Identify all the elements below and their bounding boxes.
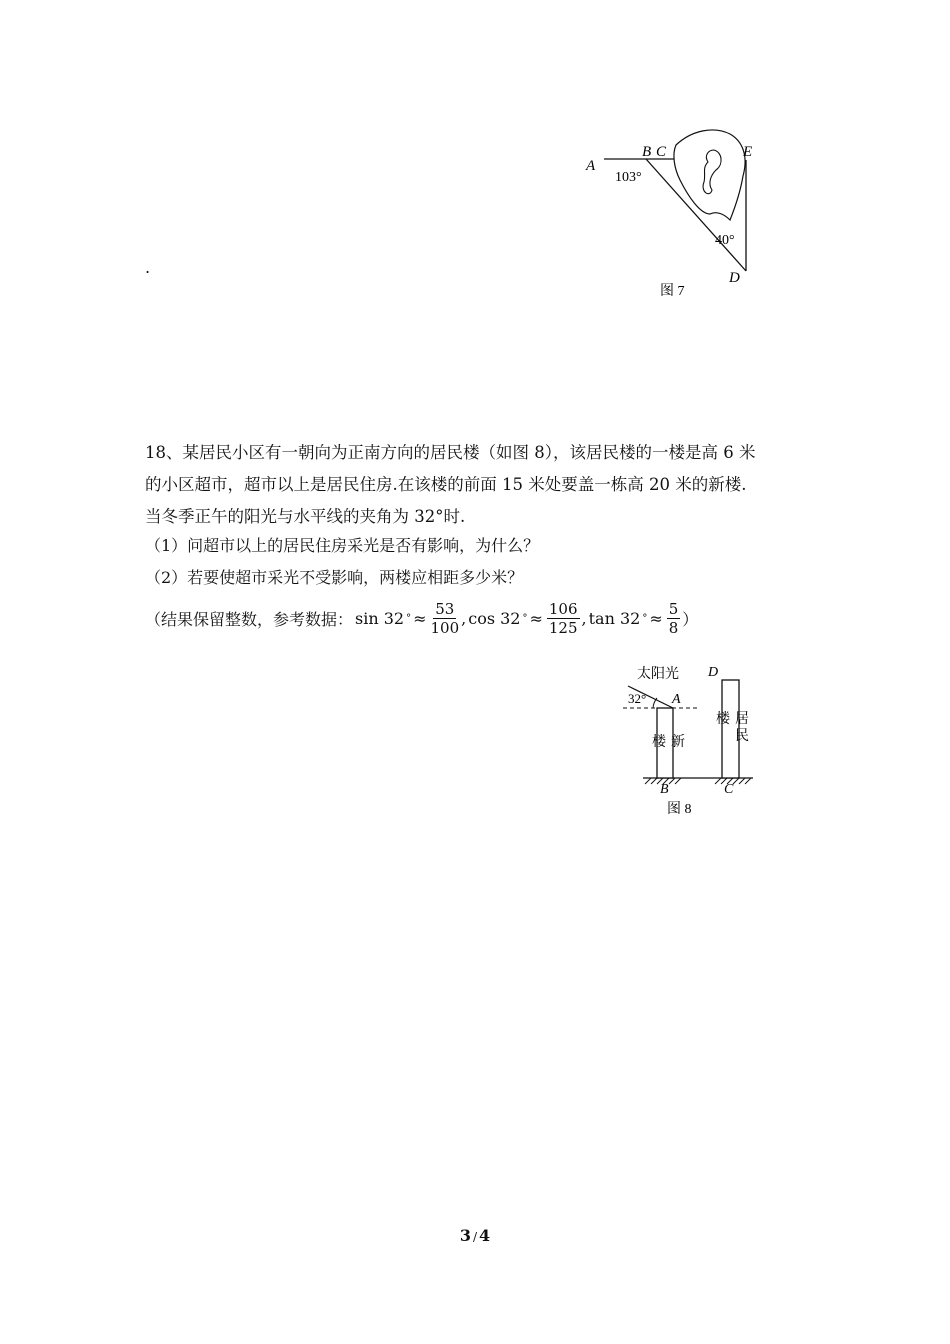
comma-2: , xyxy=(581,609,587,628)
figure-8-caption: 图 8 xyxy=(667,802,692,817)
sin-numerator: 53 xyxy=(435,600,455,618)
figure-8 xyxy=(615,658,765,823)
tan-approx: ≈ xyxy=(649,609,663,628)
hint-prefix: （结果保留整数，参考数据： xyxy=(145,610,354,629)
residential-char-3: 民 xyxy=(735,729,749,744)
label-b: B xyxy=(660,782,669,797)
page-separator: / xyxy=(472,1230,478,1244)
tan-denominator: 8 xyxy=(668,619,679,637)
new-building-char-2: 新 xyxy=(671,735,685,750)
question-2: （2）若要使超市采光不受影响，两楼应相距多少米？ xyxy=(145,568,524,587)
page-current: 3 xyxy=(459,1226,471,1245)
angle-32-label: 32° xyxy=(628,691,647,706)
sin-degree: ° xyxy=(406,613,412,624)
page-number xyxy=(0,1226,950,1245)
label-d: D xyxy=(708,665,719,680)
problem-18-line-1: 18、某居民小区有一朝向为正南方向的居民楼（如图 8），该居民楼的一楼是高 6 米 xyxy=(145,443,756,462)
sunlight-label: 太阳光 xyxy=(637,667,679,682)
cos-label: cos 32 xyxy=(468,609,521,628)
cos-denominator: 125 xyxy=(548,619,578,637)
label-c: C xyxy=(656,144,667,160)
residential-char-2: 居 xyxy=(735,712,749,727)
sketch-outline xyxy=(674,130,745,220)
label-d: D xyxy=(729,270,740,286)
question-1: （1）问超市以上的居民住房采光是否有影响，为什么？ xyxy=(145,536,540,555)
reference-data xyxy=(145,600,698,637)
tan-fraction xyxy=(667,600,681,637)
label-a: A xyxy=(672,692,681,707)
cos-degree: ° xyxy=(522,613,528,624)
label-e: E xyxy=(743,144,753,160)
residential-char-1: 楼 xyxy=(716,712,730,727)
problem-18-line-3: 当冬季正午的阳光与水平线的夹角为 32°时. xyxy=(145,507,466,526)
angle-40: 40° xyxy=(715,233,735,248)
figure-7 xyxy=(580,118,780,308)
cos-fraction xyxy=(547,600,580,637)
page-total: 4 xyxy=(479,1226,491,1245)
comma-1: , xyxy=(461,609,467,628)
label-b: B xyxy=(642,144,652,160)
label-a: A xyxy=(586,158,596,174)
sin-denominator: 100 xyxy=(430,619,460,637)
new-building-char-1: 楼 xyxy=(652,735,666,750)
figure-7-caption: 图 7 xyxy=(660,284,685,299)
tan-label: tan 32 xyxy=(588,609,641,628)
tan-degree: ° xyxy=(642,613,648,624)
cos-numerator: 106 xyxy=(548,600,578,618)
tan-numerator: 5 xyxy=(668,600,679,618)
label-c: C xyxy=(724,782,734,797)
angle-103: 103° xyxy=(615,170,642,185)
hint-suffix: ） xyxy=(682,610,699,629)
sin-approx: ≈ xyxy=(413,609,427,628)
cos-approx: ≈ xyxy=(529,609,543,628)
sin-label: sin 32 xyxy=(355,609,405,628)
stray-dot: . xyxy=(145,258,151,277)
sin-fraction xyxy=(431,600,460,637)
problem-18-line-2: 的小区超市，超市以上是居民住房.在该楼的前面 15 米处要盖一栋高 20 米的新楼. xyxy=(145,475,747,494)
